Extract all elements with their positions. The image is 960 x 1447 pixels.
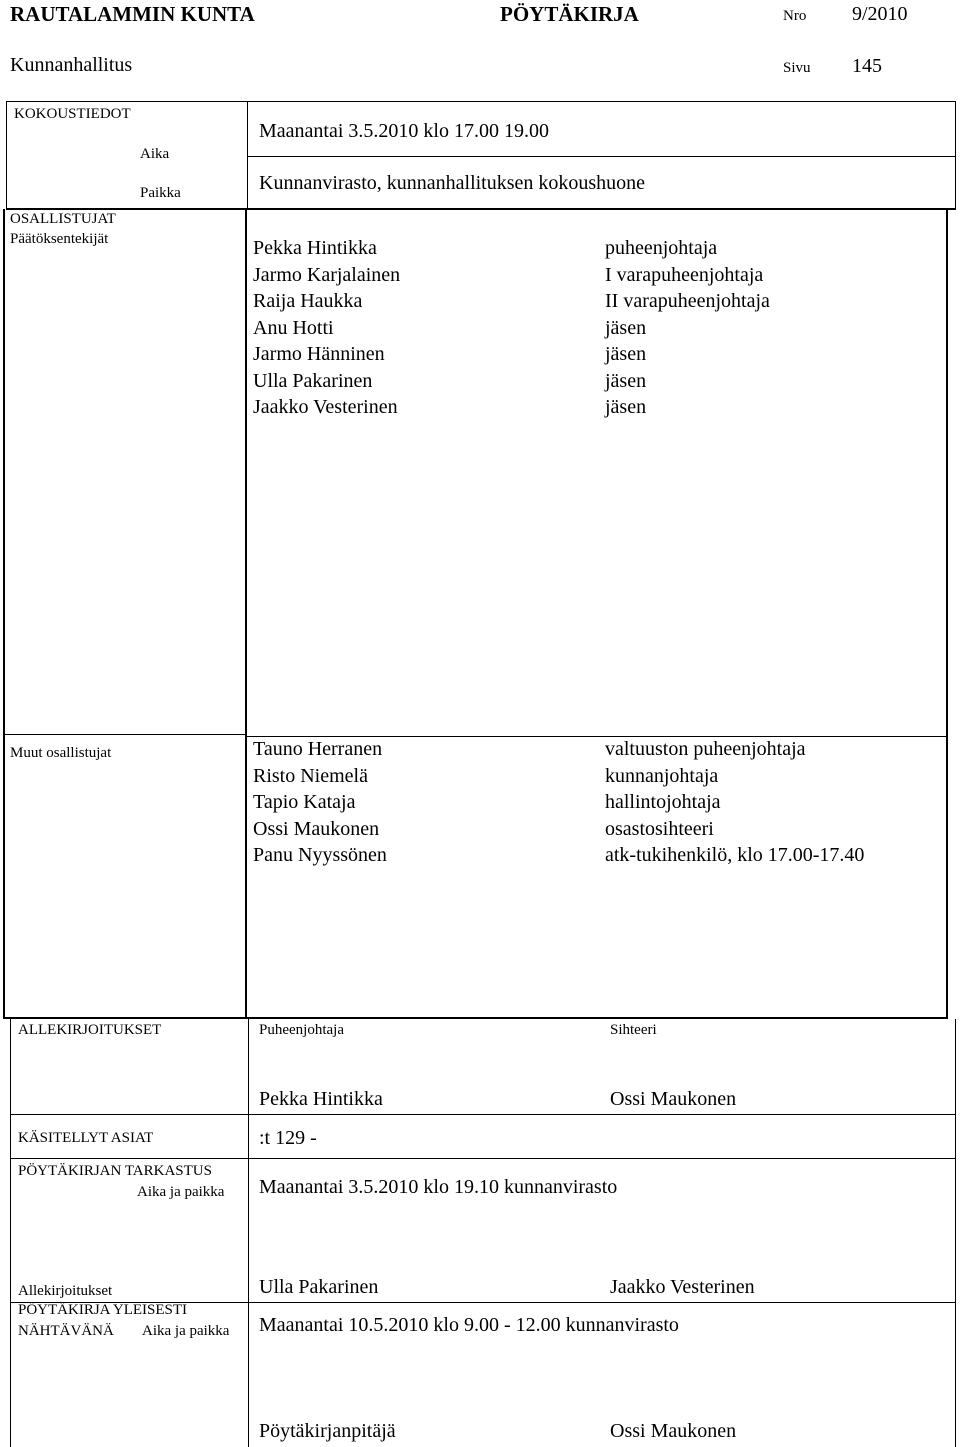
lower-right-border bbox=[955, 1019, 956, 1447]
participant-name: Jarmo Karjalainen bbox=[253, 263, 401, 286]
participant-name: Pekka Hintikka bbox=[253, 237, 377, 259]
participant-role: II varapuheenjohtaja bbox=[605, 290, 770, 312]
public-display-value: Maanantai 10.5.2010 klo 9.00 - 12.00 kunnanvirasto bbox=[259, 1314, 679, 1336]
other-participants-label: Muut osallistujat bbox=[10, 745, 112, 761]
participant-role: atk-tukihenkilö, klo 17.00-17.40 bbox=[605, 844, 865, 866]
participant-role: jäsen bbox=[605, 396, 647, 418]
review-value: Maanantai 3.5.2010 klo 19.10 kunnanvirasto bbox=[259, 1176, 618, 1198]
document-type: PÖYTÄKIRJA bbox=[500, 2, 639, 26]
lower-left-border bbox=[10, 1019, 11, 1447]
review-label: PÖYTÄKIRJAN TARKASTUS bbox=[18, 1163, 212, 1179]
participant-name: Risto Niemelä bbox=[253, 764, 368, 787]
minutes-keeper-name: Ossi Maukonen bbox=[610, 1420, 737, 1442]
participant-name: Anu Hotti bbox=[253, 316, 334, 339]
page-number: 145 bbox=[852, 55, 882, 77]
participant-name: Jaakko Vesterinen bbox=[253, 396, 398, 418]
decision-makers-roles bbox=[605, 235, 770, 421]
participants-section-label: OSALLISTUJAT bbox=[10, 211, 116, 227]
secretary-label: Sihteeri bbox=[610, 1022, 657, 1038]
meeting-section-label: KOKOUSTIEDOT bbox=[14, 106, 131, 122]
time-place-divider bbox=[247, 156, 956, 157]
participant-role: puheenjohtaja bbox=[605, 237, 718, 259]
reviewer-2-name: Jaakko Vesterinen bbox=[610, 1276, 755, 1298]
others-left-divider bbox=[3, 734, 246, 735]
participant-role: osastosihteeri bbox=[605, 817, 714, 840]
signatures-bottom-line bbox=[10, 1114, 956, 1115]
chair-label: Puheenjohtaja bbox=[259, 1022, 344, 1038]
participant-role: jäsen bbox=[605, 369, 647, 392]
participant-role: I varapuheenjohtaja bbox=[605, 263, 764, 286]
participant-name: Tapio Kataja bbox=[253, 791, 356, 813]
decision-makers-label: Päätöksentekijät bbox=[10, 231, 109, 247]
time-label: Aika bbox=[140, 146, 170, 162]
participants-right-border bbox=[946, 209, 948, 1019]
participant-role: jäsen bbox=[605, 343, 647, 365]
participants-left-border bbox=[3, 209, 5, 1019]
participant-name: Jarmo Hänninen bbox=[253, 343, 385, 365]
participants-divider bbox=[245, 209, 247, 1019]
decision-makers-names bbox=[253, 235, 400, 421]
municipality-name: RAUTALAMMIN KUNTA bbox=[10, 2, 255, 26]
review-signatures-label: Allekirjoitukset bbox=[18, 1283, 113, 1299]
participant-role: valtuuston puheenjohtaja bbox=[605, 738, 806, 760]
signatures-section-label: ALLEKIRJOITUKSET bbox=[18, 1022, 162, 1038]
participant-name: Raija Haukka bbox=[253, 290, 363, 312]
box-divider-top bbox=[247, 101, 248, 209]
participant-role: kunnanjohtaja bbox=[605, 764, 719, 787]
handled-items-value: :t 129 - bbox=[259, 1127, 317, 1149]
body-name: Kunnanhallitus bbox=[10, 54, 133, 76]
reviewer-1-name: Ulla Pakarinen bbox=[259, 1276, 379, 1298]
lower-divider bbox=[248, 1019, 249, 1447]
chair-name: Pekka Hintikka bbox=[259, 1088, 383, 1110]
box-left-border-top bbox=[6, 101, 7, 209]
place-label: Paikka bbox=[140, 185, 181, 201]
meeting-box-bottom bbox=[6, 208, 956, 210]
other-participants-roles bbox=[605, 736, 864, 869]
participants-bottom-border bbox=[3, 1017, 948, 1019]
other-participants-names bbox=[253, 736, 387, 869]
participant-name: Tauno Herranen bbox=[253, 738, 383, 760]
number-value: 9/2010 bbox=[852, 3, 908, 25]
meeting-time: Maanantai 3.5.2010 klo 17.00 19.00 bbox=[259, 120, 549, 142]
number-label: Nro bbox=[783, 8, 807, 24]
participant-name: Panu Nyyssönen bbox=[253, 844, 387, 866]
participant-role: hallintojohtaja bbox=[605, 791, 721, 813]
secretary-name: Ossi Maukonen bbox=[610, 1088, 737, 1110]
meeting-place: Kunnanvirasto, kunnanhallituksen kokoushuone bbox=[259, 172, 646, 194]
minutes-keeper-label: Pöytäkirjanpitäjä bbox=[259, 1420, 396, 1442]
handled-bottom-line bbox=[10, 1158, 956, 1159]
participant-role: jäsen bbox=[605, 316, 647, 339]
participant-name: Ulla Pakarinen bbox=[253, 369, 373, 392]
box-top-border bbox=[6, 101, 956, 102]
public-display-time-place-label: Aika ja paikka bbox=[142, 1323, 230, 1339]
handled-items-label: KÄSITELLYT ASIAT bbox=[18, 1130, 154, 1146]
public-display-label-line2: NÄHTÄVÄNÄ bbox=[18, 1323, 114, 1339]
public-display-label-line1: PÖYTÄKIRJA YLEISESTI bbox=[18, 1302, 188, 1318]
participant-name: Ossi Maukonen bbox=[253, 817, 380, 840]
review-time-place-label: Aika ja paikka bbox=[137, 1184, 225, 1200]
page-label: Sivu bbox=[783, 60, 811, 76]
box-right-border-top bbox=[955, 101, 956, 209]
